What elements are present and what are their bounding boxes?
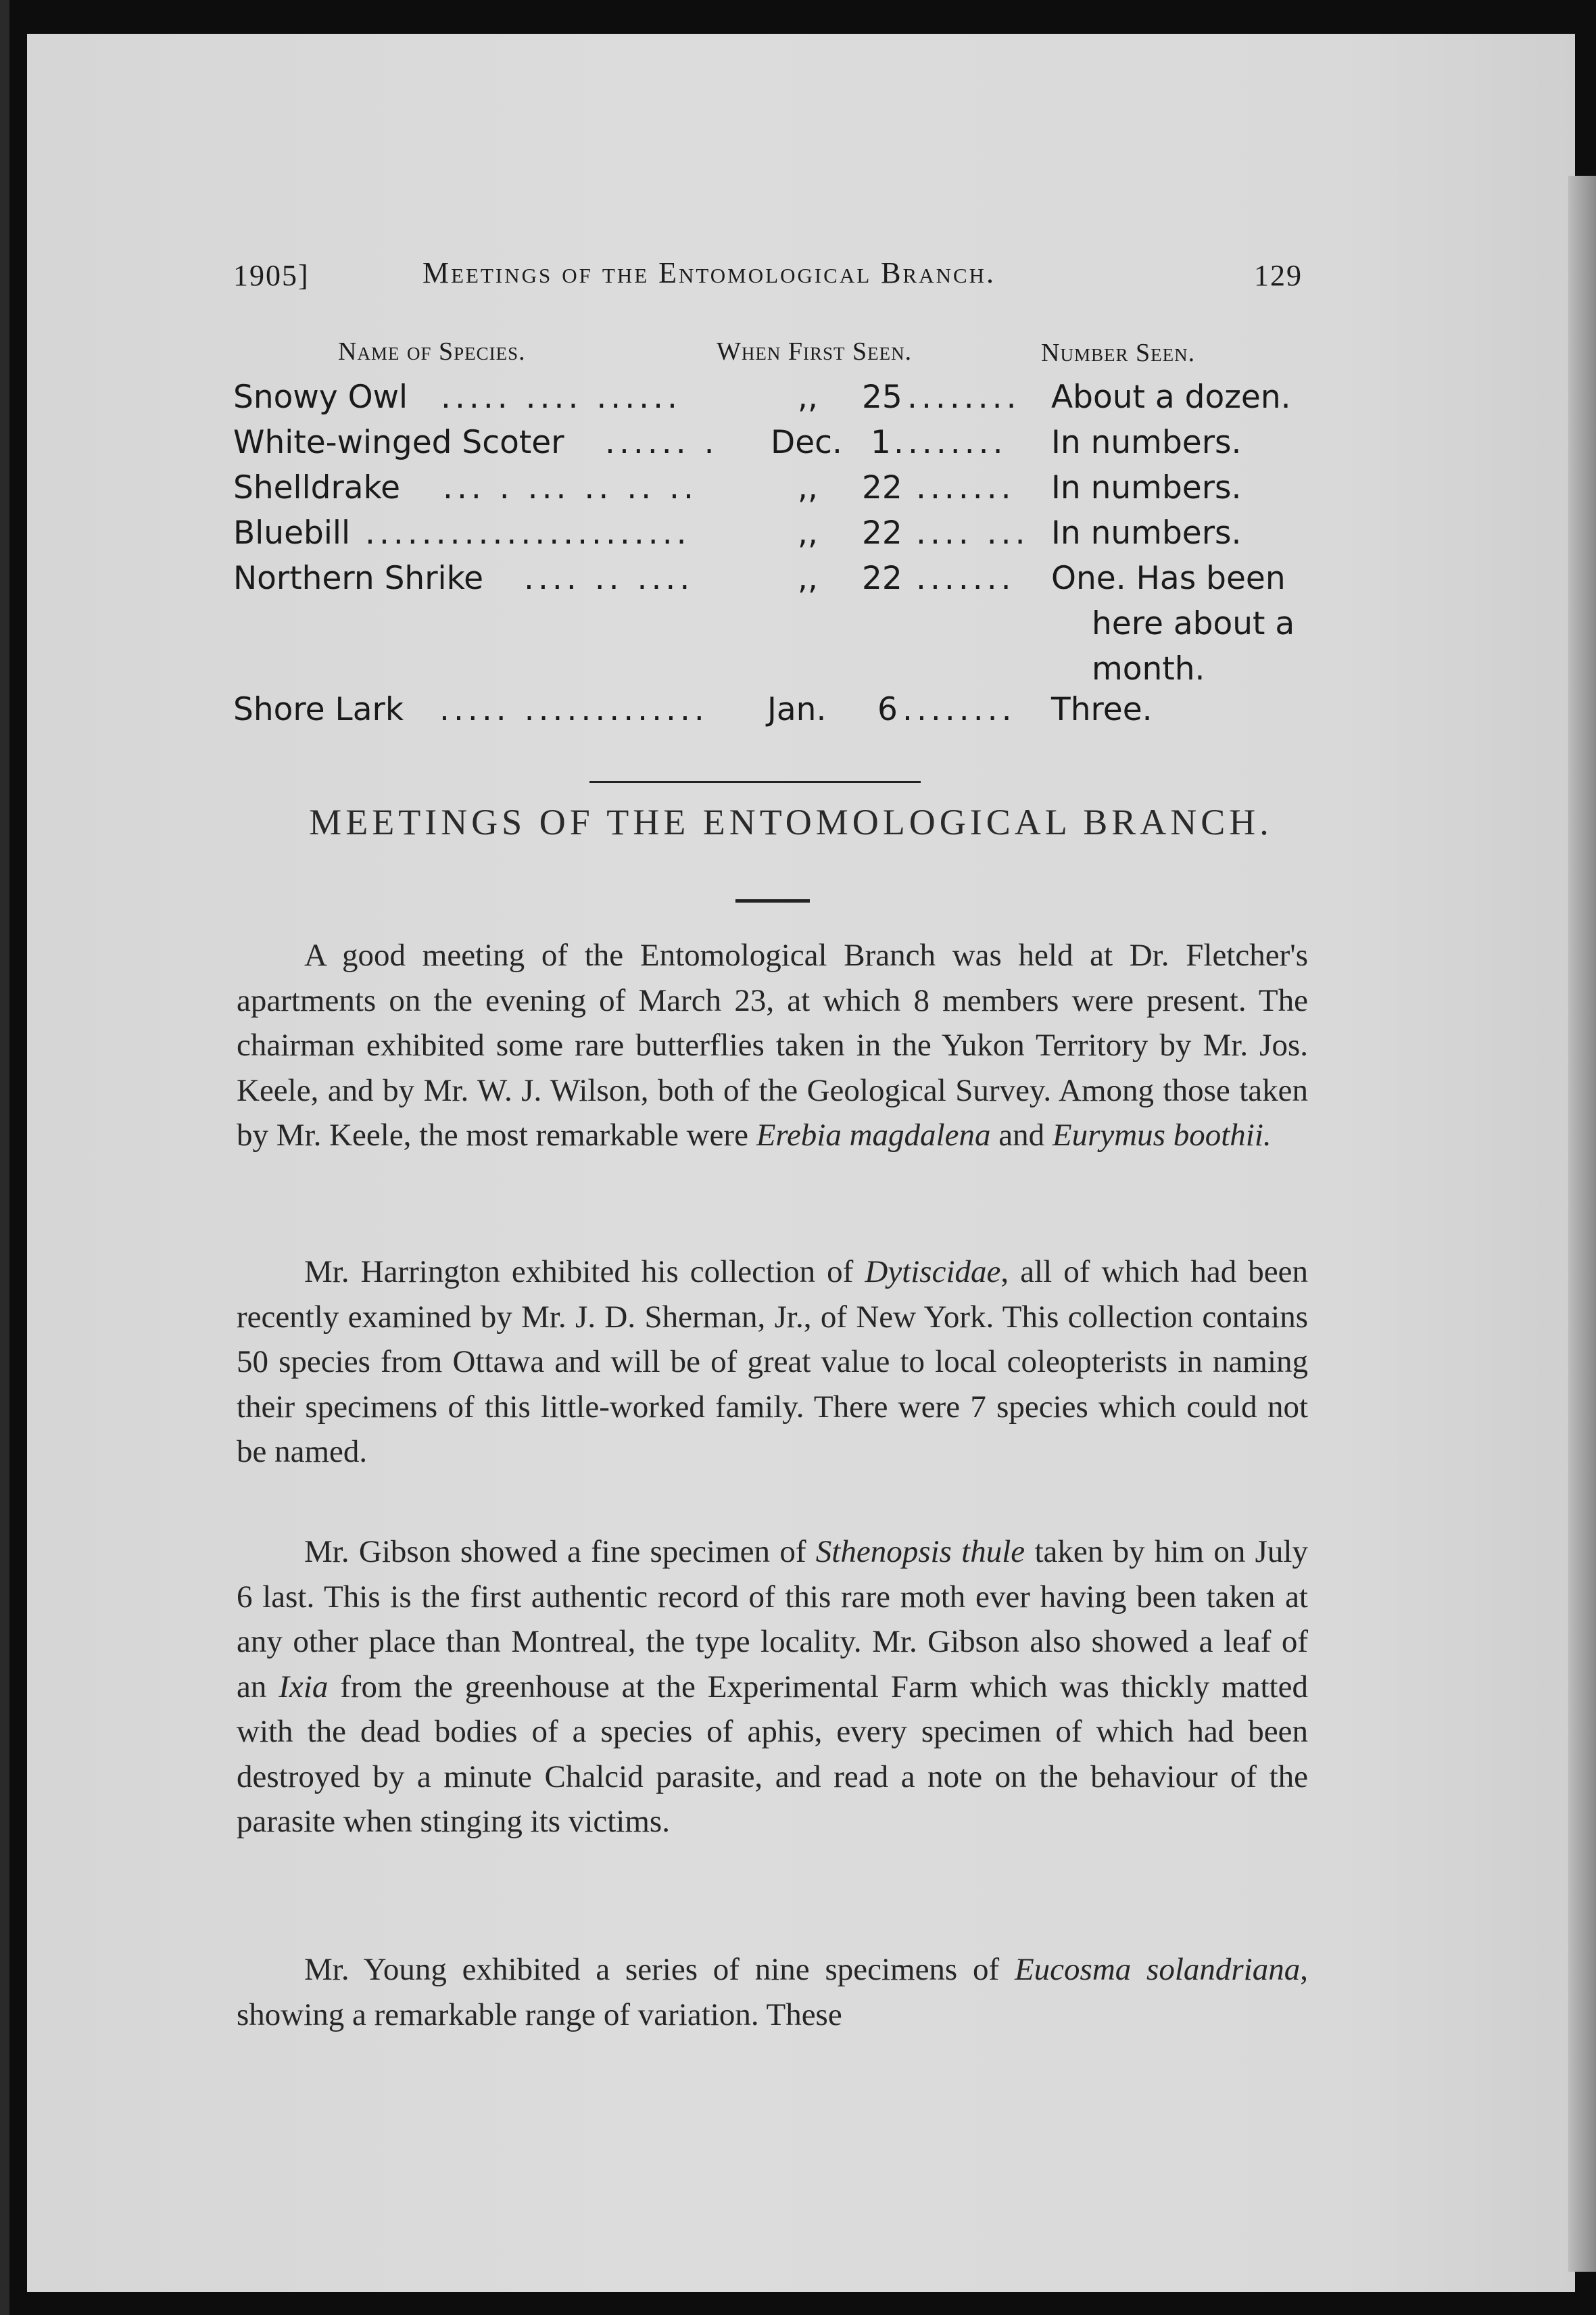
number-value: About a dozen. — [1051, 379, 1291, 416]
column-header-species: Name of Species. — [338, 337, 526, 366]
day-value: 22 — [862, 469, 902, 506]
paragraph-4 — [237, 1947, 1308, 2037]
species-name: White-winged Scoter — [233, 424, 564, 461]
month-value: ,, — [798, 560, 818, 597]
day-value: 25 — [862, 379, 902, 416]
column-header-when: When First Seen. — [717, 337, 913, 366]
column-header-number: Number Seen. — [1041, 339, 1196, 367]
month-value: ,, — [798, 469, 818, 506]
dot-leader: ....................... — [365, 515, 691, 552]
dot-leader: .... .. .... — [524, 560, 694, 597]
dot-leader: ........ — [894, 424, 1007, 461]
paragraph-2 — [237, 1249, 1308, 1475]
dot-leader: ........ — [907, 379, 1021, 416]
species-name: Northern Shrike — [233, 560, 484, 597]
dot-leader: ....... — [916, 560, 1015, 597]
paragraph-text: , showing a remarkable range of variation. These — [237, 1952, 1308, 2032]
number-value: Three. — [1051, 691, 1153, 728]
paragraph-3 — [237, 1529, 1308, 1844]
day-value: 6 — [877, 691, 898, 728]
species-name: Bluebill — [233, 515, 351, 552]
number-value: In numbers. — [1051, 424, 1242, 461]
dot-leader: ..... ............. — [439, 691, 708, 728]
month-value: ,, — [798, 515, 818, 552]
species-name: Snowy Owl — [233, 379, 408, 416]
number-value-continued: here about a — [1092, 605, 1295, 642]
species-italic: Sthenopsis thule — [815, 1534, 1025, 1569]
dot-leader: ....... — [916, 469, 1015, 506]
dot-leader: .... ... — [916, 515, 1030, 552]
separator-rule — [589, 781, 921, 783]
species-italic: Eurymus boothii. — [1052, 1118, 1272, 1153]
species-name: Shelldrake — [233, 469, 401, 506]
dot-leader: ...... . — [605, 424, 719, 461]
header-title: Meetings of the Entomological Branch. — [422, 256, 996, 289]
species-italic: Dytiscidae — [865, 1254, 1001, 1289]
paragraph-text: , all of which had been recently examined by Mr. J. D. Sherman, Jr., of New York. This collection contains 50 species from Ottawa and will be of great value to local coleopterists in naming their specimens of this little-worked family. There were 7 species which could not be named. — [237, 1254, 1309, 1469]
month-value: Jan. — [767, 691, 827, 728]
header-year: 1905] — [233, 259, 310, 292]
paragraph-text: Mr. Gibson showed a fine specimen of — [304, 1534, 816, 1569]
species-italic: Erebia magdalena — [756, 1118, 991, 1153]
number-value: One. Has been — [1051, 560, 1286, 597]
number-value: In numbers. — [1051, 469, 1242, 506]
page-edge-shadow — [1568, 176, 1596, 2272]
paragraph-text: Mr. Young exhibited a series of nine specimens of — [304, 1952, 1015, 1987]
paragraph-text: from the greenhouse at the Experimental Farm which was thickly matted with the dead bodies of a species of aphis, every specimen of which had been destroyed by a minute Chalcid parasite, and read a note on the behaviour of the parasite when stinging its victims. — [237, 1669, 1308, 1839]
paragraph-1 — [237, 933, 1308, 1158]
day-value: 22 — [862, 560, 902, 597]
paragraph-text: and — [990, 1118, 1053, 1153]
day-value: 1 — [871, 424, 891, 461]
paragraph-text: A good meeting of the Entomological Branch was held at Dr. Fletcher's apartments on the evening of March 23, at which 8 members were present. The chairman exhibited some rare butterflies taken in the Yukon Territory by Mr. Jos. Keele, and by Mr. W. J. Wilson, both of the Geological Survey. Among those taken by Mr. Keele, the most remarkable were — [237, 938, 1308, 1153]
paragraph-text: Mr. Harrington exhibited his collection of — [304, 1254, 865, 1289]
dot-leader: ........ — [902, 691, 1016, 728]
binding-edge — [0, 0, 9, 2315]
species-italic: Ixia — [279, 1669, 329, 1704]
month-value: Dec. — [771, 424, 842, 461]
number-value: In numbers. — [1051, 515, 1242, 552]
number-value-continued: month. — [1092, 650, 1205, 688]
month-value: ,, — [798, 379, 818, 416]
section-title: MEETINGS OF THE ENTOMOLOGICAL BRANCH. — [309, 802, 1273, 842]
paragraph-text: taken by him on July 6 last. This is the first authentic record of this rare moth ever having been taken at any other place than Montreal, the type locality. Mr. Gibson also showed a leaf of an — [237, 1534, 1308, 1704]
dot-leader: ... . ... .. .. .. — [443, 469, 698, 506]
species-name: Shore Lark — [233, 691, 404, 728]
day-value: 22 — [862, 515, 902, 552]
page-number: 129 — [1254, 259, 1303, 292]
short-rule — [735, 899, 810, 903]
dot-leader: ..... .... ...... — [441, 379, 681, 416]
species-italic: Eucosma solandriana — [1014, 1952, 1301, 1987]
